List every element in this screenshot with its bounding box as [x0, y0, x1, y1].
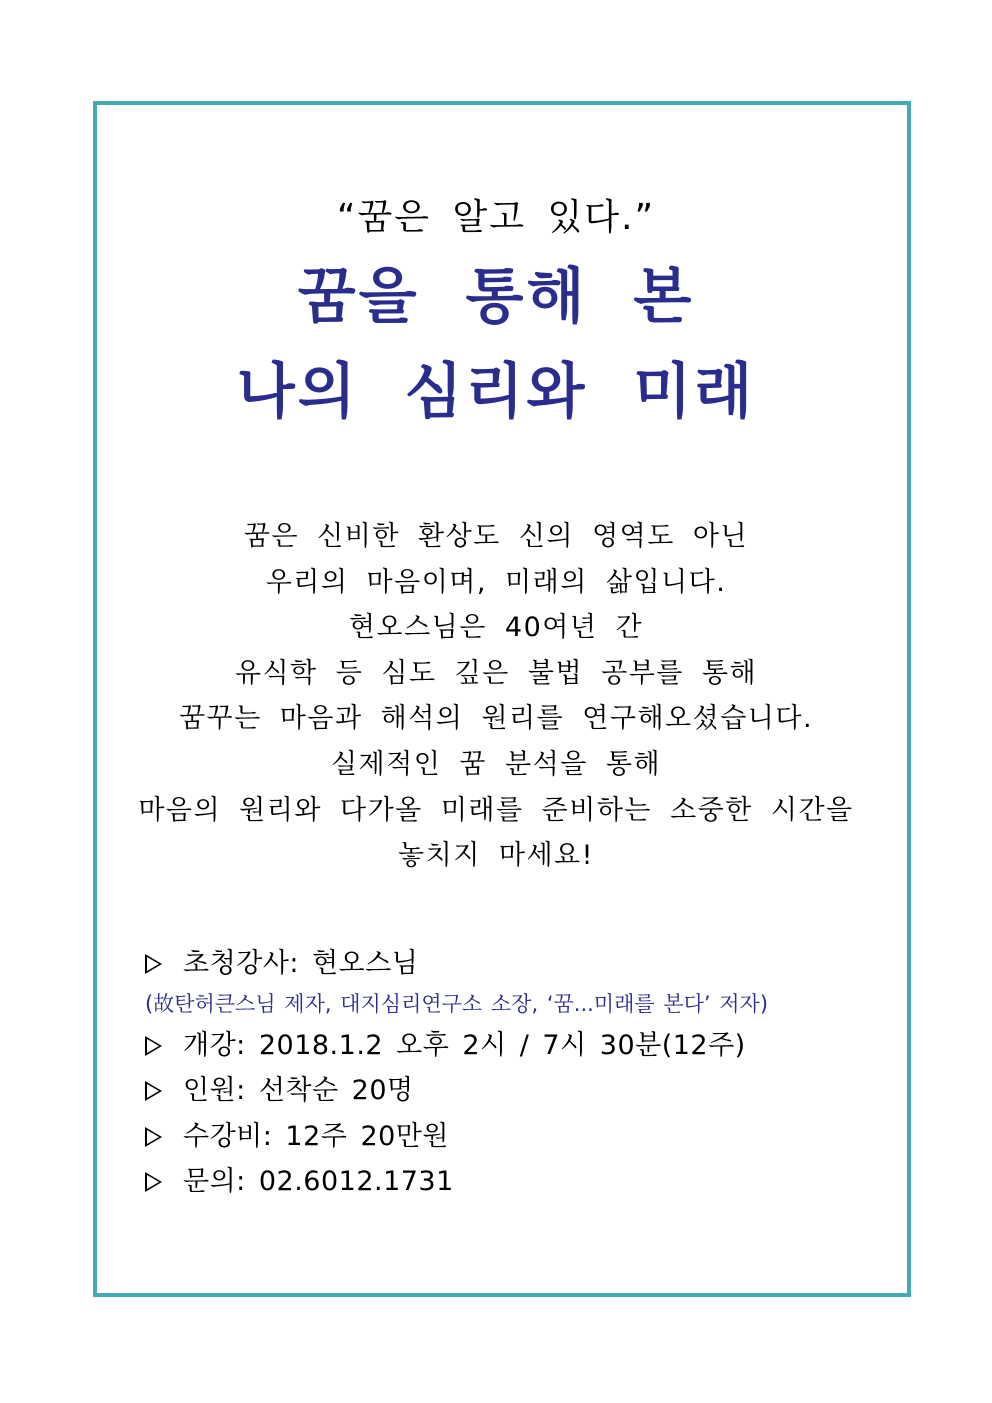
- info-lecturer-note: (故탄허큰스님 제자, 대지심리연구소 소장, ‘꿈...미래를 본다’ 저자): [145, 991, 769, 1016]
- triangle-right-outline-icon: [145, 1036, 162, 1056]
- subtitle-quote: “꿈은 알고 있다.”: [336, 197, 656, 238]
- info-item-fee: [145, 1115, 885, 1161]
- info-schedule-text: 개강: 2018.1.2 오후 2시 / 7시 30분(12주): [183, 1029, 746, 1061]
- info-fee-text: 수강비: 12주 20만원: [183, 1120, 449, 1152]
- info-lecturer-text: 초청강사: 현오스님: [183, 948, 419, 979]
- info-item-schedule: [145, 1024, 885, 1070]
- info-contact-text: 문의: 02.6012.1731: [183, 1166, 454, 1197]
- triangle-right-outline-icon: [145, 1172, 162, 1192]
- triangle-right-outline-icon: [145, 954, 162, 974]
- description-line: 꿈은 신비한 환상도 신의 영역도 아닌: [243, 521, 749, 552]
- triangle-right-outline-icon: [145, 1081, 162, 1101]
- title-line-2: 나의 심리와 미래: [236, 357, 756, 427]
- description-line: 꿈꾸는 마음과 해석의 원리를 연구해오셨습니다.: [178, 703, 814, 735]
- description-line: 우리의 마음이며, 미래의 삶입니다.: [265, 566, 727, 598]
- description-line: 실제적인 꿈 분석을 통해: [330, 748, 662, 780]
- info-list: [145, 942, 885, 1206]
- description-line: 유식학 등 심도 깊은 불법 공부를 통해: [234, 657, 758, 689]
- info-item-lecturer: [145, 942, 885, 988]
- description-line: 마음의 원리와 다가올 미래를 준비하는 소중한 시간을: [138, 794, 854, 826]
- description-paragraph: [0, 514, 992, 879]
- triangle-right-outline-icon: [145, 1127, 162, 1147]
- info-item-capacity: [145, 1069, 885, 1115]
- title-line-1: 꿈을 통해 본: [297, 262, 695, 332]
- info-capacity-text: 인원: 선착순 20명: [183, 1075, 414, 1106]
- description-line: 놓치지 마세요!: [398, 840, 594, 872]
- description-line: 현오스님은 40여년 간: [348, 612, 644, 644]
- info-item-contact: [145, 1160, 885, 1206]
